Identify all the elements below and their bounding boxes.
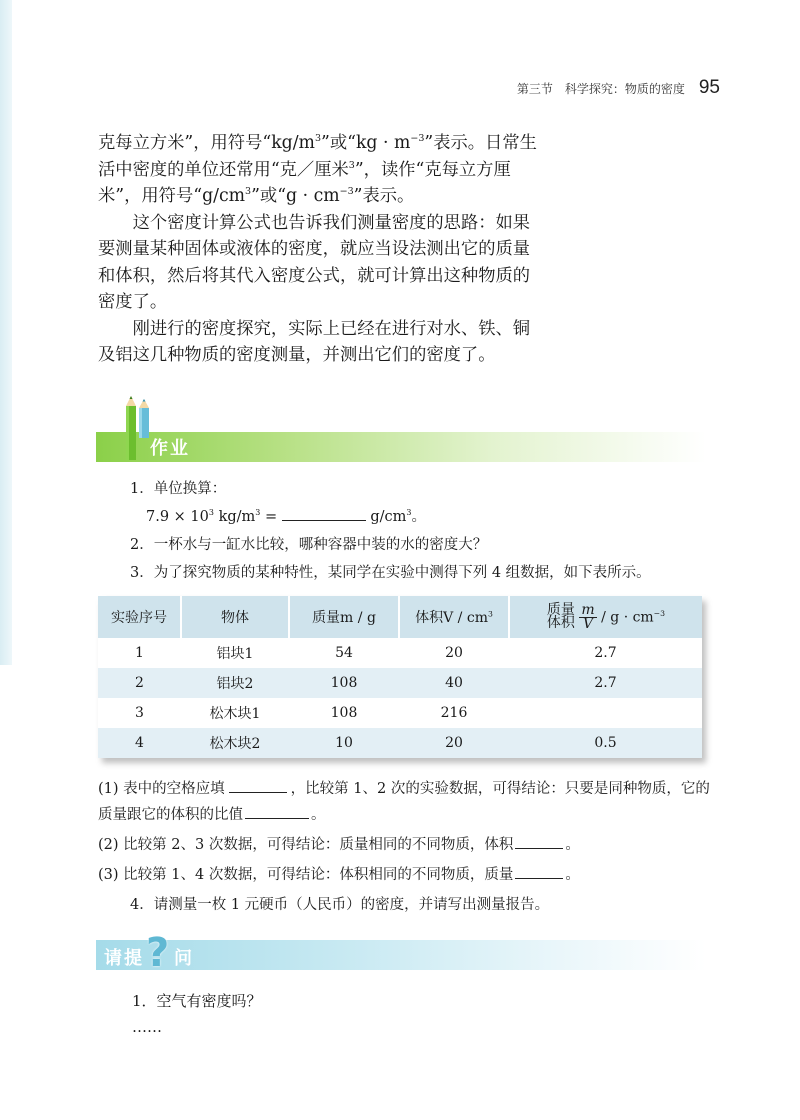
ask-ellipsis: …… (132, 1018, 162, 1036)
paragraph-2: 这个密度计算公式也告诉我们测量密度的思路：如果要测量某种固体或液体的密度，就应当设法测出它的质量和体积，然后将其代入密度公式，就可计算出这种物质的密度了。 (98, 212, 531, 312)
page-edge-strip (0, 0, 12, 665)
table-row: 3 松木块1 108 216 (135, 705, 468, 722)
paragraph-3: 刚进行的密度探究，实际上已经在进行对水、铁、铜及铝这几种物质的密度测量，并测出它们的密度了。 (98, 318, 531, 365)
page-header (470, 76, 720, 100)
homework-q1-expr: $7.9 \times 10^3$ $kg/m^3 = g/cm^3$。 (130, 506, 710, 528)
section-title: 第三节 科学探究：物质的密度 (516, 81, 685, 96)
page-number: 95 (698, 77, 720, 98)
sub-question-3: (3) 比较第 1、4 次数据，可得结论：体积相同的不同物质，质量 。 (98, 862, 712, 888)
header-trial-number: 实验序号 (98, 596, 181, 638)
header-volume: 体积V / $cm^3$ (399, 596, 509, 638)
sub-questions (98, 776, 712, 922)
sub-question-2: (2) 比较第 2、3 次数据，可得结论：质量相同的不同物质，体积 。 (98, 832, 712, 858)
sub-question-1: (1) 表中的空格应填 ，比较第 1、2 次的实验数据，可得结论：只要是同种物质，它的质量跟它的体积的比值 。 (98, 776, 712, 828)
ask-item-1: 1．空气有密度吗？ (132, 992, 262, 1010)
ask-title-part-1: 请提 (104, 948, 144, 969)
answer-blank (282, 506, 366, 521)
table-row: 2 铝块2 108 40 2.7 (98, 668, 702, 698)
ask-question-list (132, 988, 262, 1040)
answer-blank (515, 834, 563, 849)
table-header-row (98, 596, 702, 638)
header-ratio: 质量 体积 $\frac{m}{V}$ / $g \cdot cm^{-3}$ (509, 596, 702, 638)
paragraph-1: 克每立方米”，用符号“$kg/m^3$”或“kg · $m^{-3}$”表示。日常生活中密度的单位还常用“克／厘米$^3$”，读作“克每立方厘米”，用符号“$g/cm^3$”或“$g \cdot cm^{-3}$”表示。 (98, 133, 537, 206)
body-text (98, 130, 538, 369)
answer-blank (245, 804, 309, 819)
homework-q3: 3．为了探究物质的某种特性，某同学在实验中测得下列 4 组数据，如下表所示。 (130, 565, 651, 581)
homework-list (130, 478, 710, 590)
header-object: 物体 (181, 596, 289, 638)
ask-title-part-2: 问 (174, 948, 192, 969)
homework-q4: 4．请测量一枚 1 元硬币（人民币）的密度，并请写出测量报告。 (130, 897, 550, 913)
homework-q2: 2．一杯水与一缸水比较，哪种容器中装的水的密度大？ (130, 537, 488, 553)
header-mass: 质量m / g (289, 596, 399, 638)
answer-blank (515, 864, 563, 879)
table-row: 1 铝块1 54 20 2.7 (135, 645, 617, 662)
answer-blank (229, 778, 287, 793)
homework-q1-label: 1．单位换算： (130, 481, 227, 497)
table-row: 4 松木块2 10 20 0.5 (98, 728, 702, 758)
question-mark-icon: ? (146, 930, 170, 976)
data-table (98, 596, 702, 758)
homework-title: 作业 (150, 438, 190, 459)
